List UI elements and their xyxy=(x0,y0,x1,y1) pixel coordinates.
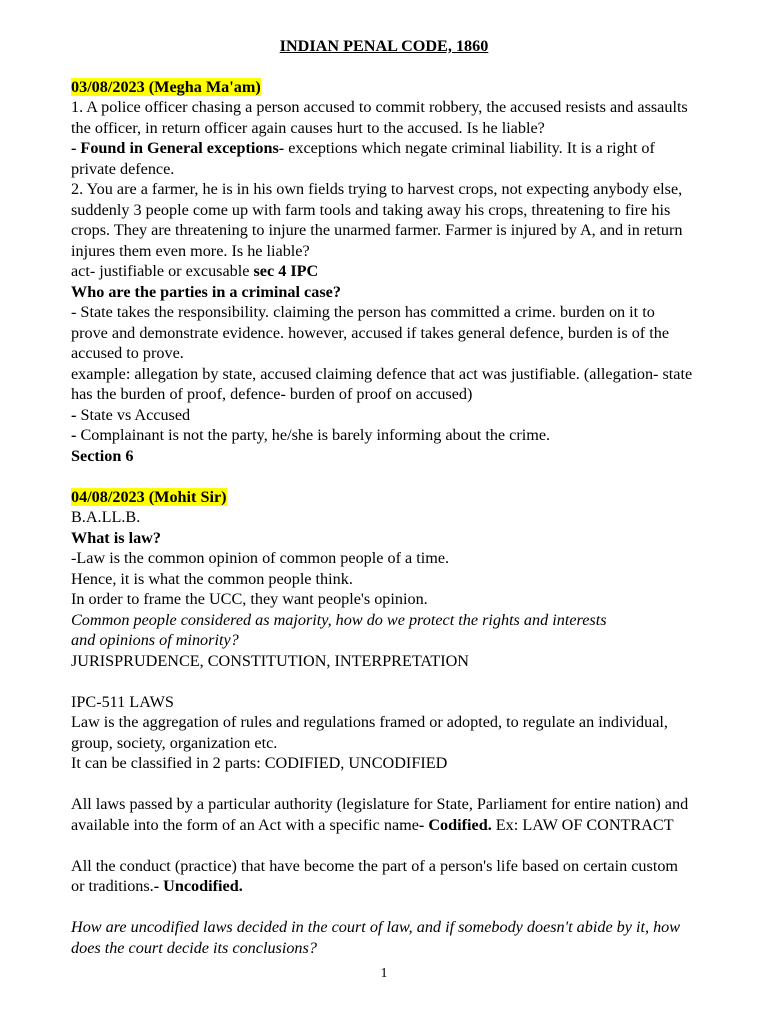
what-is-law-heading: What is law? xyxy=(71,528,161,547)
section-6-label: Section 6 xyxy=(71,446,134,465)
complainant-text: Complainant is not the party, he/she is barely informing about the crime. xyxy=(76,426,551,444)
court-question-line-2: does the court decide its conclusions? xyxy=(71,938,317,957)
minority-question-line-2: and opinions of minority? xyxy=(71,631,239,649)
general-exceptions-line xyxy=(71,138,743,159)
parties-heading: Who are the parties in a criminal case? xyxy=(71,282,341,301)
sec-4-ipc: sec 4 IPC xyxy=(253,262,319,280)
page-number: 1 xyxy=(380,966,388,981)
question-2-line-3: crops. They are threatening to injure the unarmed farmer. Farmer is injured by A, and in return xyxy=(71,221,683,239)
act-line xyxy=(71,261,743,282)
codified-text: available into the form of an Act with a specific name xyxy=(71,815,419,834)
private-defence-line: private defence. xyxy=(71,159,175,178)
question-2-line-1: 2. You are a farmer, he is in his own fields trying to harvest crops, not expecting anybody else, xyxy=(71,180,683,198)
parties-line-5: has the burden of proof, defence- burden of proof on accused) xyxy=(71,385,473,403)
parties-line-1: - State takes the responsibility. claiming the person has committed a crime. burden on it to xyxy=(71,303,655,321)
state-vs-accused-text: State vs Accused xyxy=(76,405,191,424)
uncodified-line-1: All the conduct (practice) that have become the part of a person's life based on certain custom xyxy=(71,856,679,875)
ballb-line: B.A.LL.B. xyxy=(71,508,141,526)
question-2-line-2: suddenly 3 people come up with farm tools and taking away his crops, threatening to fire his xyxy=(71,200,671,219)
uncodified-line-2 xyxy=(71,876,743,897)
law-line-2: Hence, it is what the common people think. xyxy=(71,569,353,588)
parties-line-4: example: allegation by state, accused claiming defence that act was justifiable. (allegation- state xyxy=(71,364,693,383)
spacer xyxy=(71,774,743,795)
codified-example: Ex: LAW OF CONTRACT xyxy=(491,815,674,834)
section-1-date-heading: 03/08/2023 (Megha Ma'am) xyxy=(71,77,261,96)
act-text: act- justifiable or excusable xyxy=(71,262,254,280)
law-line-3: In order to frame the UCC, they want people's opinion. xyxy=(71,590,428,608)
ipc-511-line: IPC-511 LAWS xyxy=(71,692,174,711)
court-question-line-1: How are uncodified laws decided in the court of law, and if somebody doesn't abide by it, how xyxy=(71,918,681,936)
question-2-line-4: injures them even more. Is he liable? xyxy=(71,241,310,260)
complainant-bullet: - xyxy=(71,426,77,444)
parties-line-3: accused to prove. xyxy=(71,344,184,362)
general-exceptions-text: exceptions which negate criminal liability. It is a right of xyxy=(284,139,655,157)
complainant-line xyxy=(71,425,743,446)
parties-line-2: prove and demonstrate evidence. however, accused if takes general defence, burden is of the xyxy=(71,323,670,342)
document-page xyxy=(71,36,743,958)
state-bullet: - xyxy=(71,405,77,424)
section-2-date-heading: 04/08/2023 (Mohit Sir) xyxy=(71,487,227,506)
state-vs-accused-line xyxy=(71,405,743,426)
section-1-heading-line xyxy=(71,77,743,98)
section-2-heading-line xyxy=(71,487,743,508)
spacer xyxy=(71,835,743,856)
general-exceptions-label: - Found in General exceptions- xyxy=(71,139,285,157)
aggregation-line-1: Law is the aggregation of rules and regulations framed or adopted, to regulate an individual, xyxy=(71,713,668,731)
uncodified-text: or traditions. xyxy=(71,877,154,895)
minority-question-line-1: Common people considered as majority, how do we protect the rights and interests xyxy=(71,610,607,629)
spacer xyxy=(71,671,743,692)
codified-line-1: All laws passed by a particular authority (legislature for State, Parliament for entire nation) and xyxy=(71,795,689,813)
law-line-1: -Law is the common opinion of common people of a time. xyxy=(71,549,450,567)
codified-line-2 xyxy=(71,815,743,836)
aggregation-line-3: It can be classified in 2 parts: CODIFIED, UNCODIFIED xyxy=(71,754,448,772)
document-title: INDIAN PENAL CODE, 1860 xyxy=(279,37,489,55)
spacer xyxy=(71,897,743,918)
spacer xyxy=(71,466,743,487)
uncodified-label: - Uncodified. xyxy=(153,877,243,895)
question-1-line-2: the officer, in return officer again causes hurt to the accused. Is he liable? xyxy=(71,118,545,137)
aggregation-line-2: group, society, organization etc. xyxy=(71,733,278,752)
question-1-line-1: 1. A police officer chasing a person accused to commit robbery, the accused resists and assaults xyxy=(71,98,688,116)
codified-label: - Codified. xyxy=(418,815,492,834)
jurisprudence-line: JURISPRUDENCE, CONSTITUTION, INTERPRETATION xyxy=(71,651,469,670)
